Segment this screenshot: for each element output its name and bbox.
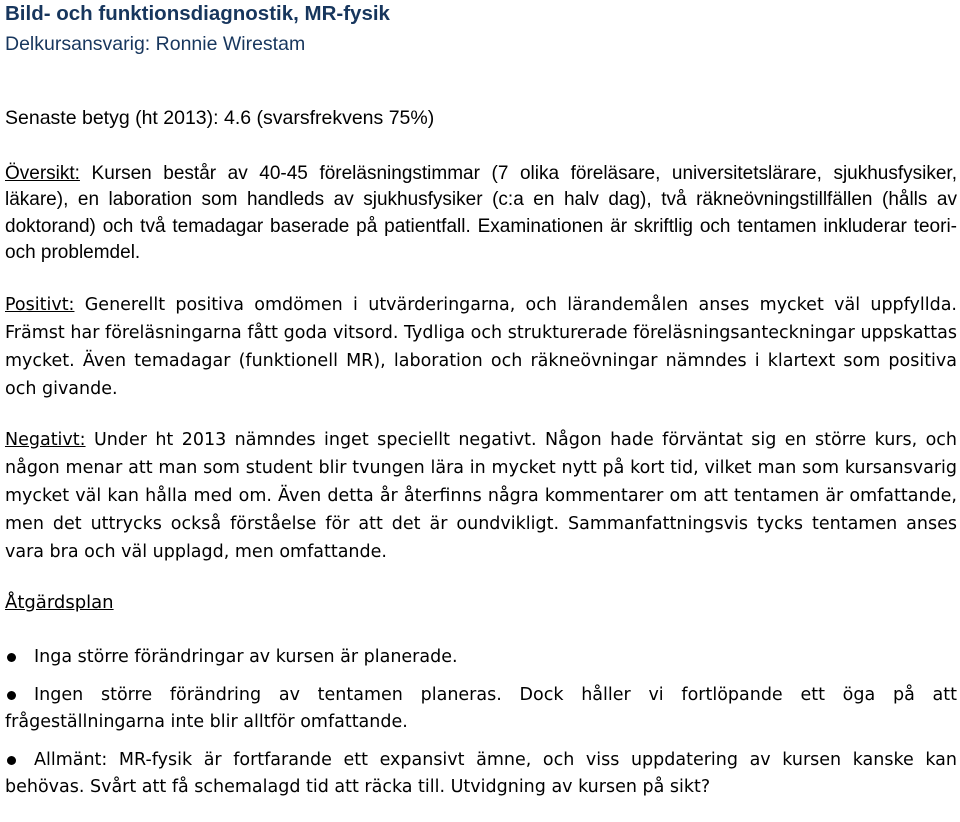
positive-text: Generellt positiva omdömen i utvärderingarna, och lärandemålen anses mycket väl uppfyllda. Främst har föreläsningarna fått goda vitsord. Tydliga och strukturerade föreläsningsanteckningar uppskattas mycket. Även temadagar (funktionell MR), laboration och räkneövningar nämndes i klartext som positiva och givande. bbox=[5, 294, 957, 399]
list-item-text: Inga större förändringar av kursen är planerade. bbox=[34, 646, 458, 667]
document-page bbox=[5, 0, 957, 812]
negative-paragraph bbox=[5, 426, 957, 566]
list-item bbox=[5, 644, 957, 671]
list-item-text: Allmänt: MR-fysik är fortfarande ett expansivt ämne, och viss uppdatering av kursen kanske kan behövas. Svårt att få schemalagd tid att räcka till. Utvidgning av kursen på sikt? bbox=[5, 749, 957, 797]
overview-label: Översikt: bbox=[5, 162, 80, 184]
list-item bbox=[5, 682, 957, 736]
negative-label: Negativt: bbox=[5, 429, 86, 450]
negative-text: Under ht 2013 nämndes inget speciellt negativt. Någon hade förväntat sig en större kurs, och någon menar att man som student blir tvungen lära in mycket nytt på kort tid, vilket man som kursansvarig mycket väl kan hålla med om. Även detta år återfinns några kommentarer om att tentamen är omfattande, men det uttrycks också förståelse för att det är oundvikligt. Sammanfattningsvis tycks tentamen anses vara bra och väl upplagd, men omfattande. bbox=[5, 429, 957, 562]
course-title: Bild- och funktionsdiagnostik, MR-fysik bbox=[5, 2, 390, 25]
bullet-icon bbox=[7, 691, 16, 700]
list-item-text: Ingen större förändring av tentamen planeras. Dock håller vi fortlöpande ett öga på att frågeställningarna inte blir alltför omfattande. bbox=[5, 684, 957, 732]
action-plan-list bbox=[5, 644, 957, 801]
bullet-icon bbox=[7, 653, 16, 662]
overview-paragraph bbox=[5, 161, 957, 267]
latest-grade: Senaste betyg (ht 2013): 4.6 (svarsfrekvens 75%) bbox=[5, 107, 435, 129]
course-responsible: Delkursansvarig: Ronnie Wirestam bbox=[5, 33, 306, 55]
bullet-icon bbox=[7, 756, 16, 765]
list-item bbox=[5, 747, 957, 801]
positive-label: Positivt: bbox=[5, 294, 75, 315]
overview-text: Kursen består av 40-45 föreläsningstimmar (7 olika föreläsare, universitetslärare, sjukhusfysiker, läkare), en laboration som handleds av sjukhusfysiker (c:a en halv dag), två räkneövningstillfällen (hålls av doktorand) och två temadagar baserade på patientfall. Examinationen är skriftlig och tentamen inkluderar teori- och problemdel. bbox=[5, 162, 957, 263]
positive-paragraph bbox=[5, 291, 957, 403]
action-plan-heading: Åtgärdsplan bbox=[5, 591, 114, 613]
